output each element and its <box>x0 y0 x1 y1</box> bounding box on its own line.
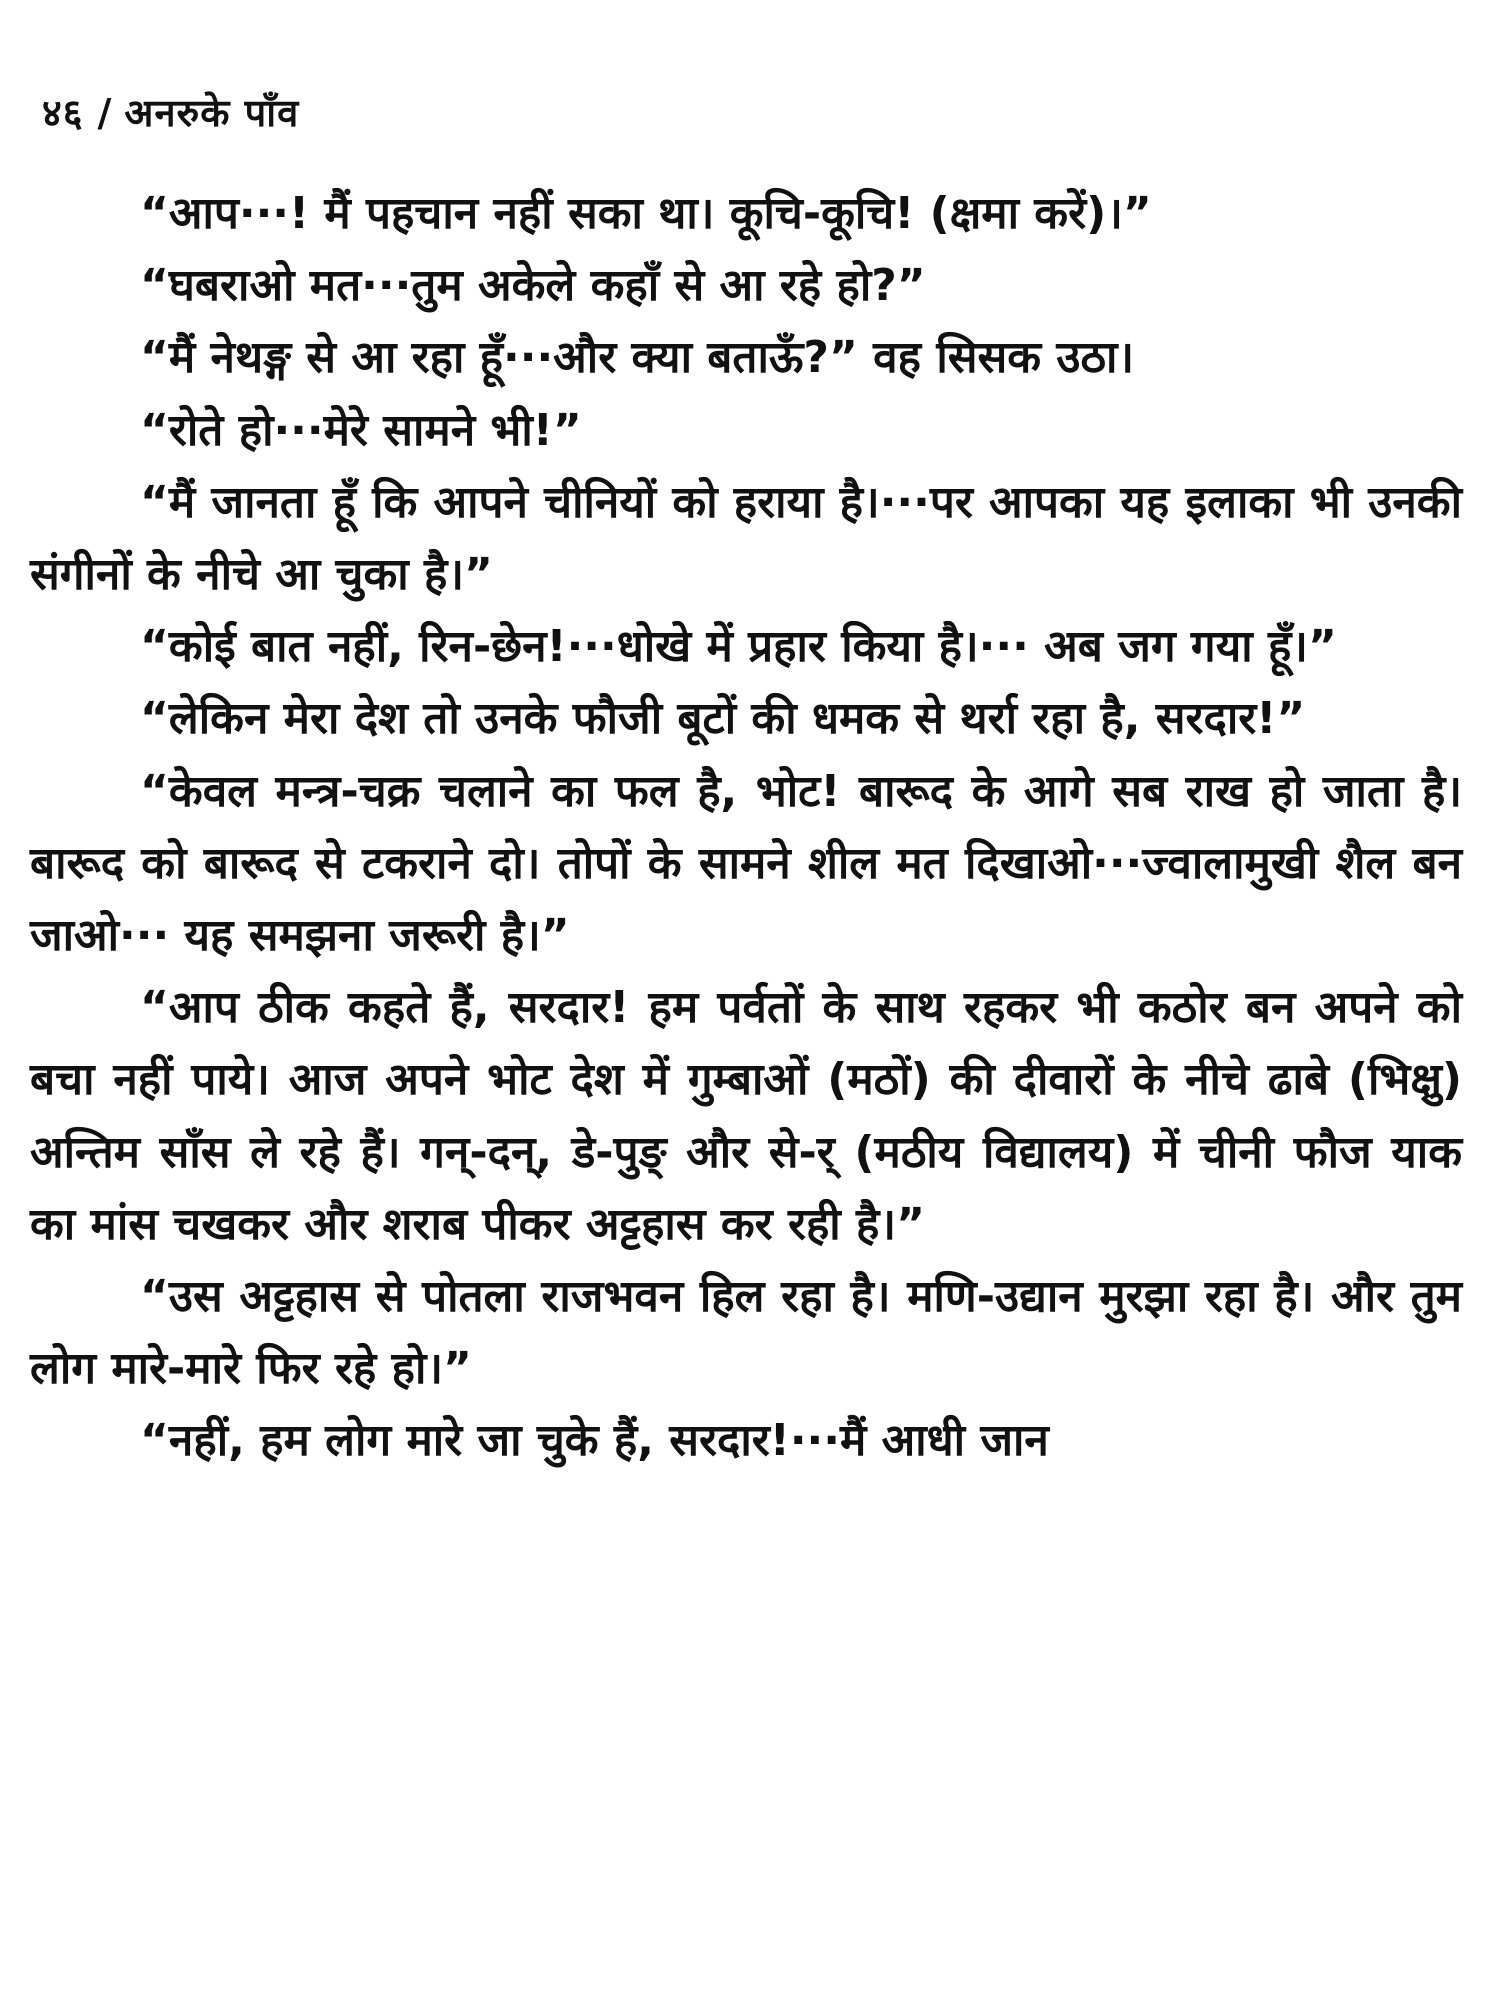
paragraph: “केवल मन्त्र-चक्र चलाने का फल है, भोट! बारूद के आगे सब राख हो जाता है। बारूद को बारूद से टकराने दो। तोपों के सामने शील मत दिखाओ···ज्वालामुखी शैल बन जाओ··· यह समझना जरूरी है।” <box>30 765 1462 962</box>
paragraph: “मैं नेथङ्ग से आ रहा हूँ···और क्या बताऊँ?” वह सिसक उठा। <box>140 332 1135 384</box>
paragraph: “घबराओ मत···तुम अकेले कहाँ से आ रहे हो?” <box>140 260 926 312</box>
paragraph: “कोई बात नहीं, रिन-छेन!···धोखे में प्रहार किया है।··· अब जग गया हूँ।” <box>140 621 1337 673</box>
page-body-text <box>30 178 1462 1478</box>
paragraph: “रोते हो···मेरे सामने भी!” <box>140 404 582 456</box>
header-separator: / <box>97 91 113 135</box>
book-title: अनरुके पाँव <box>124 91 300 135</box>
paragraph: “आप ठीक कहते हैं, सरदार! हम पर्वतों के साथ रहकर भी कठोर बन अपने को बचा नहीं पाये। आज अपने भोट देश में गुम्बाओं (मठों) की दीवारों के नीचे ढाबे (भिक्षु) अन्तिम साँस ले रहे हैं। गन्-दन्, डे-पुङ् और से-र् (मठीय विद्यालय) में चीनी फौज याक का मांस चखकर और शराब पीकर अट्टहास कर रही है।” <box>30 982 1462 1250</box>
paragraph: “आप···! मैं पहचान नहीं सका था। कूचि-कूचि! (क्षमा करें)।” <box>140 188 1152 239</box>
running-header <box>42 86 299 138</box>
paragraph: “उस अट्टहास से पोतला राजभवन हिल रहा है। मणि-उद्यान मुरझा रहा है। और तुम लोग मारे-मारे फिर रहे हो।” <box>30 1271 1462 1395</box>
page-number: ४६ <box>42 91 84 135</box>
paragraph: “लेकिन मेरा देश तो उनके फौजी बूटों की धमक से थर्रा रहा है, सरदार!” <box>140 693 1306 745</box>
paragraph: “नहीं, हम लोग मारे जा चुके हैं, सरदार!···मैं आधी जान <box>140 1415 1049 1467</box>
paragraph: “मैं जानता हूँ कि आपने चीनियों को हराया है।···पर आपका यह इलाका भी उनकी संगीनों के नीचे आ चुका है।” <box>30 476 1462 601</box>
